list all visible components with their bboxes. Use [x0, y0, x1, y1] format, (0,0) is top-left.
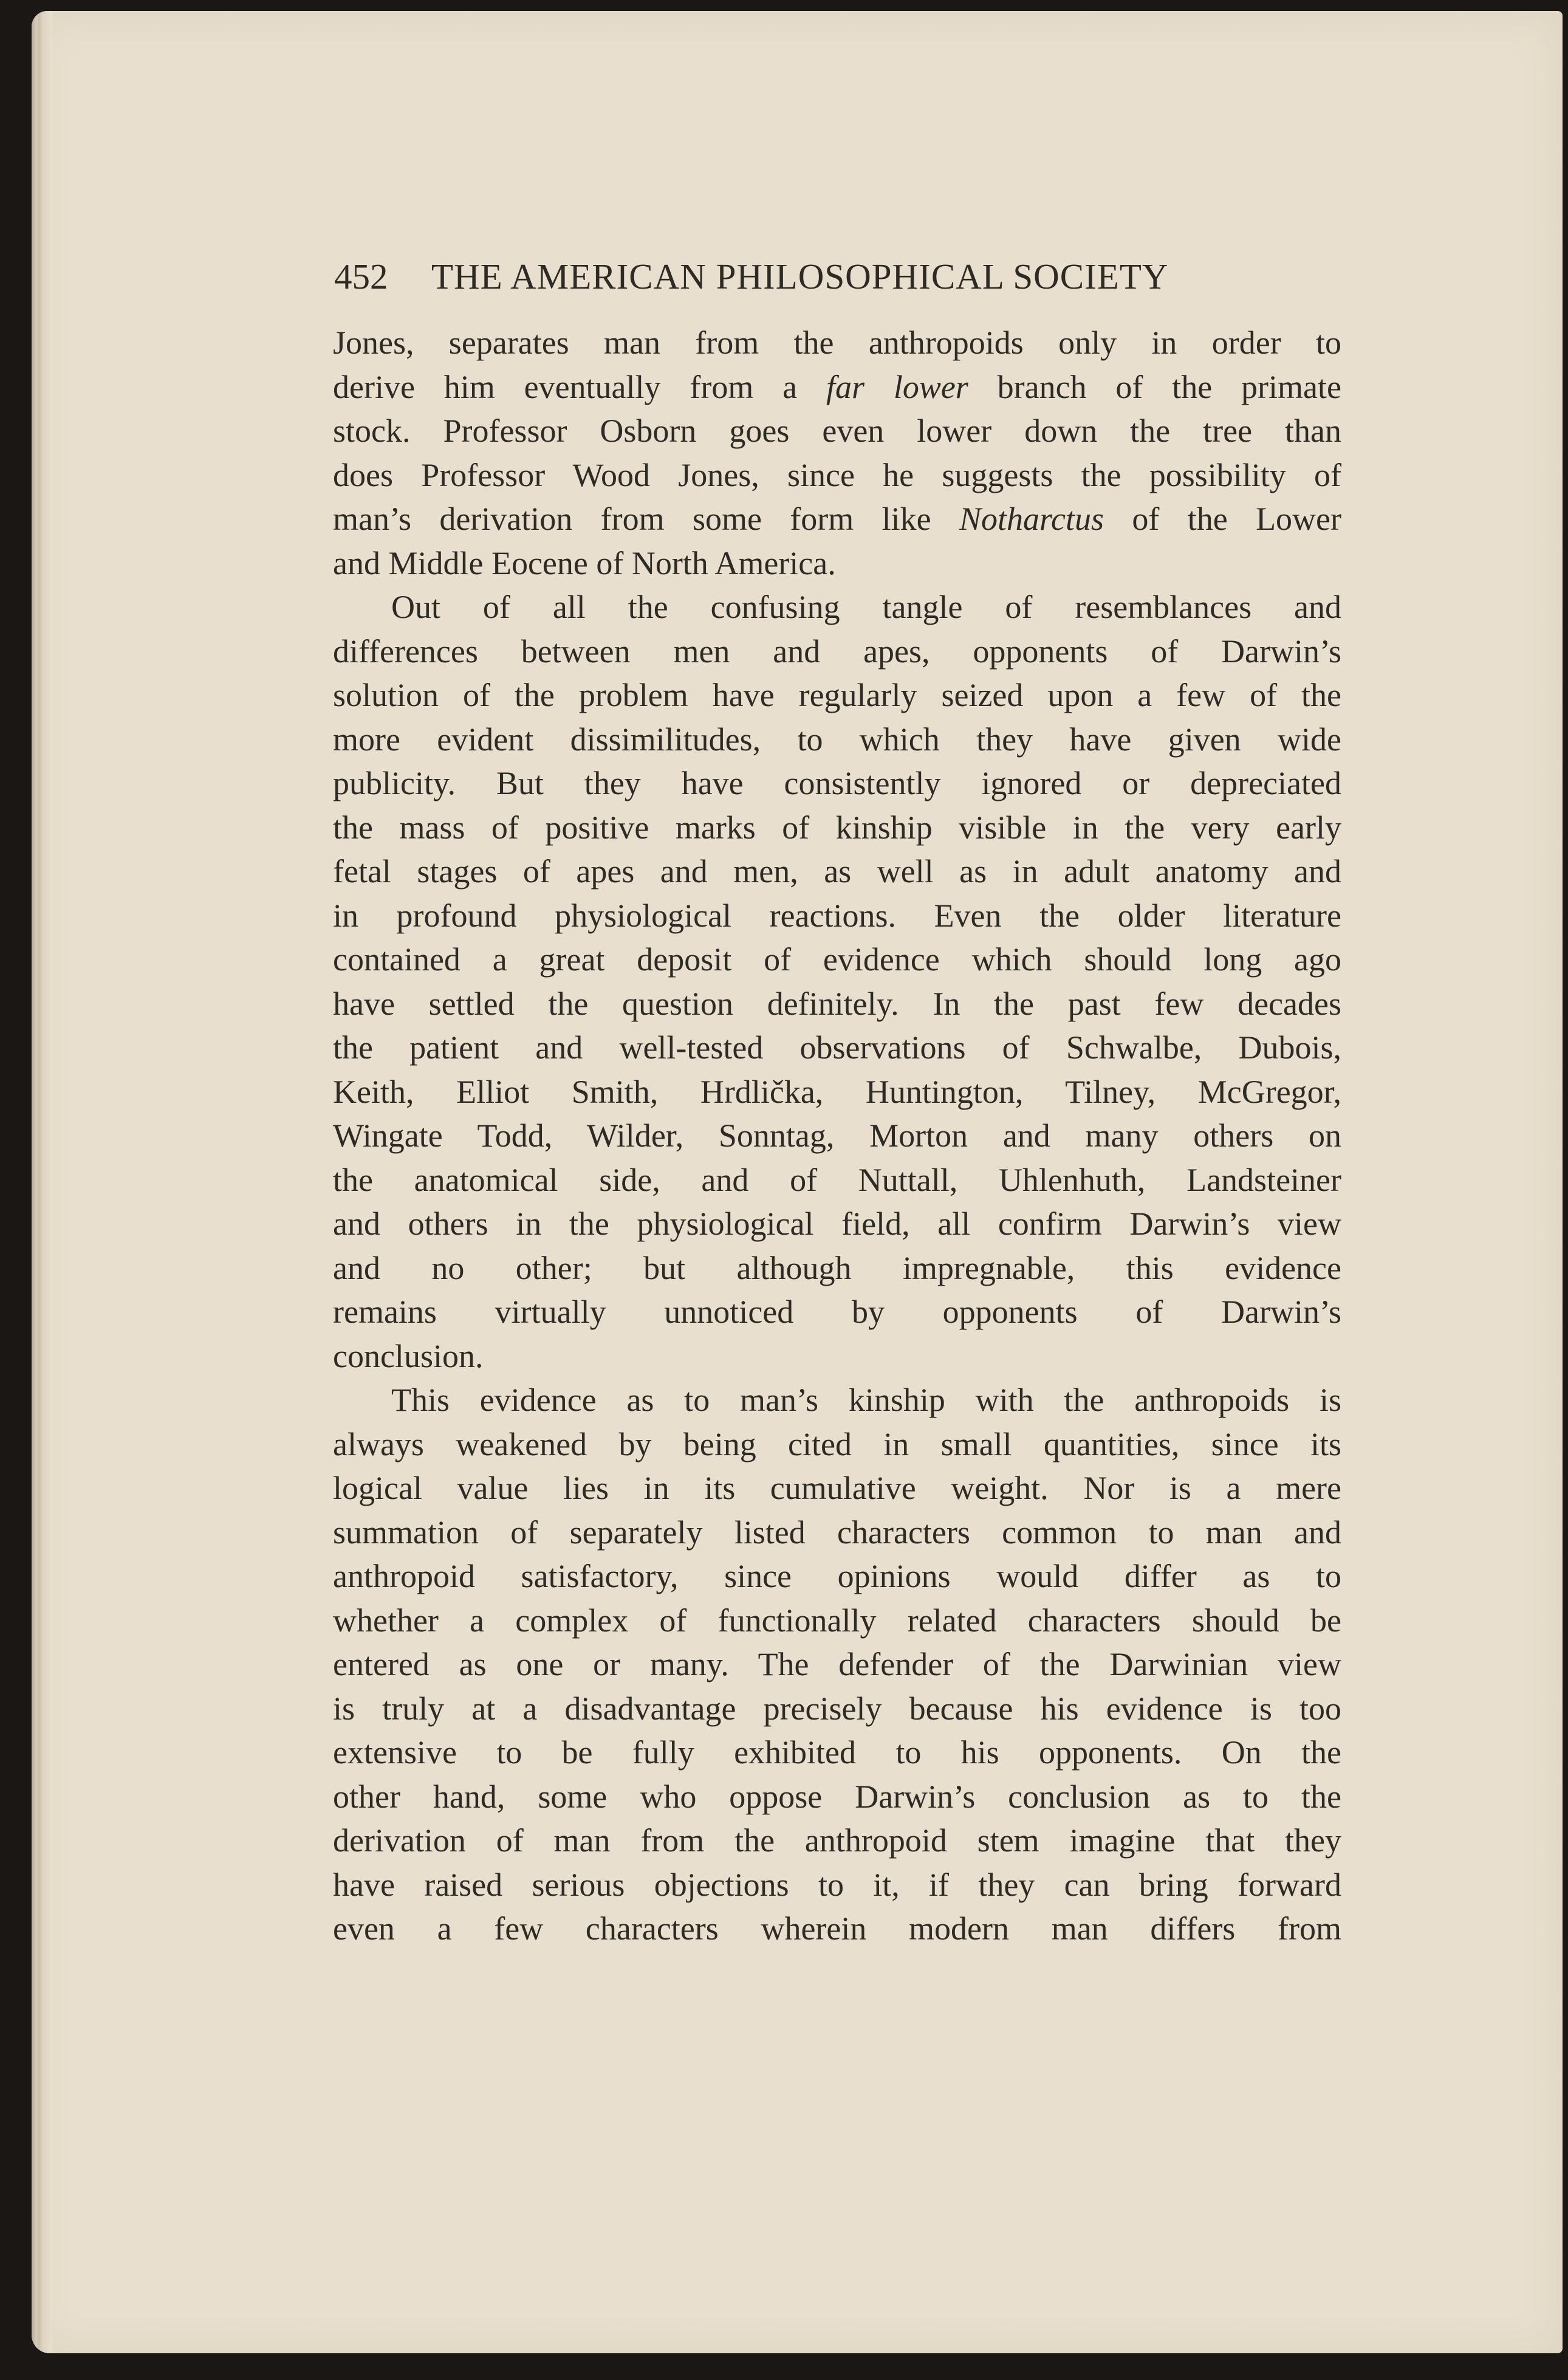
- text-line: [333, 1819, 1341, 1863]
- text-run: entered as one or many. The defender of the Darwinian view: [333, 1646, 1341, 1682]
- text-line: [333, 1687, 1341, 1731]
- text-line: [333, 321, 1341, 365]
- text-run: branch of the primate: [968, 368, 1341, 405]
- text-run: other hand, some who oppose Darwin’s conclusion as to the: [333, 1778, 1341, 1815]
- text-run: more evident dissimilitudes, to which they have given wide: [333, 721, 1341, 758]
- text-run: and Middle Eocene of North America.: [333, 544, 836, 581]
- text-run: differences between men and apes, opponents of Darwin’s: [333, 633, 1341, 670]
- text-run: and no other; but although impregnable, this evidence: [333, 1249, 1341, 1286]
- text-run: stock. Professor Osborn goes even lower down the tree than: [333, 413, 1341, 449]
- text-line: [333, 761, 1341, 806]
- text-run: derivation of man from the anthropoid stem imagine that they: [333, 1822, 1341, 1859]
- text-run: Out of all the confusing tangle of resemblances and: [391, 589, 1341, 625]
- text-run: have settled the question definitely. In the past few decades: [333, 985, 1341, 1022]
- text-line: [333, 1642, 1341, 1687]
- text-line: [333, 673, 1341, 718]
- text-line: [333, 1730, 1341, 1775]
- text-line: [333, 1026, 1341, 1070]
- text-run: man’s derivation from some form like: [333, 501, 959, 537]
- text-line: [333, 849, 1341, 894]
- text-run: contained a great deposit of evidence which should long ago: [333, 941, 1341, 978]
- text-run: logical value lies in its cumulative weight. Nor is a mere: [333, 1470, 1341, 1506]
- text-line: [333, 1863, 1341, 1907]
- text-run: whether a complex of functionally related characters should be: [333, 1602, 1341, 1639]
- text-line: [333, 453, 1341, 498]
- text-run: does Professor Wood Jones, since he suggests the possibility of: [333, 456, 1341, 493]
- text-run: of the Lower: [1104, 501, 1341, 537]
- text-run: This evidence as to man’s kinship with the anthropoids is: [391, 1382, 1341, 1418]
- text-line: [333, 806, 1341, 850]
- text-run: Jones, separates man from the anthropoids only in order to: [333, 324, 1341, 361]
- page-edge-shadow: [32, 11, 52, 2353]
- text-line: [333, 585, 1341, 629]
- text-run: Keith, Elliot Smith, Hrdlička, Huntington, Tilney, McGregor,: [333, 1073, 1341, 1110]
- text-line: [333, 1422, 1341, 1467]
- text-run: derive him eventually from a: [333, 368, 826, 405]
- text-line: [333, 1158, 1341, 1202]
- text-line: [333, 1246, 1341, 1291]
- text-run: Wingate Todd, Wilder, Sonntag, Morton and many others on: [333, 1117, 1341, 1154]
- text-run: always weakened by being cited in small quantities, since its: [333, 1425, 1341, 1463]
- text-line: [333, 938, 1341, 982]
- italic-text: far lower: [826, 368, 968, 405]
- text-line: [333, 1554, 1341, 1599]
- text-line: [333, 1599, 1341, 1643]
- running-head: THE AMERICAN PHILOSOPHICAL SOCIETY: [431, 256, 1169, 297]
- page-number: 452: [334, 256, 388, 297]
- text-line: [333, 1114, 1341, 1158]
- text-line: [333, 1378, 1341, 1422]
- text-run: the anatomical side, and of Nuttall, Uhlenhuth, Landsteiner: [333, 1161, 1341, 1198]
- text-line: [333, 982, 1341, 1026]
- text-run: anthropoid satisfactory, since opinions would differ as to: [333, 1558, 1341, 1594]
- text-run: conclusion.: [333, 1337, 484, 1374]
- text-run: the mass of positive marks of kinship visible in the very early: [333, 809, 1341, 846]
- text-run: solution of the problem have regularly seized upon a few of the: [333, 677, 1341, 713]
- text-run: is truly at a disadvantage precisely because his evidence is too: [333, 1690, 1341, 1727]
- text-run: even a few characters wherein modern man differs from: [333, 1910, 1341, 1947]
- text-run: remains virtually unnoticed by opponents of Darwin’s: [333, 1294, 1341, 1330]
- text-line: [333, 1907, 1341, 1951]
- text-line: [333, 1202, 1341, 1246]
- text-line: [333, 365, 1341, 410]
- text-line: [333, 1466, 1341, 1511]
- text-run: the patient and well-tested observations of Schwalbe, Dubois,: [333, 1029, 1341, 1066]
- text-line: [333, 541, 1341, 586]
- text-run: publicity. But they have consistently ignored or depreciated: [333, 765, 1341, 801]
- text-line: [333, 629, 1341, 674]
- text-run: extensive to be fully exhibited to his opponents. On the: [333, 1734, 1341, 1771]
- text-run: have raised serious objections to it, if they can bring forward: [333, 1866, 1341, 1903]
- paragraph: [333, 585, 1341, 1378]
- text-line: [333, 1775, 1341, 1819]
- text-line: [333, 1070, 1341, 1114]
- text-line: [333, 1334, 1341, 1379]
- text-run: and others in the physiological field, all confirm Darwin’s view: [333, 1205, 1341, 1242]
- text-run: fetal stages of apes and men, as well as in adult anatomy and: [333, 853, 1341, 890]
- text-run: summation of separately listed characters common to man and: [333, 1514, 1341, 1551]
- text-line: [333, 1511, 1341, 1555]
- text-line: [333, 497, 1341, 541]
- body-text: [333, 321, 1341, 1951]
- paragraph: [333, 1378, 1341, 1951]
- text-run: in profound physiological reactions. Even the older literature: [333, 897, 1341, 934]
- italic-text: Notharctus: [959, 501, 1104, 537]
- text-line: [333, 894, 1341, 938]
- text-line: [333, 409, 1341, 453]
- paragraph: [333, 321, 1341, 585]
- text-line: [333, 718, 1341, 762]
- page-header: [334, 252, 1343, 301]
- text-line: [333, 1290, 1341, 1334]
